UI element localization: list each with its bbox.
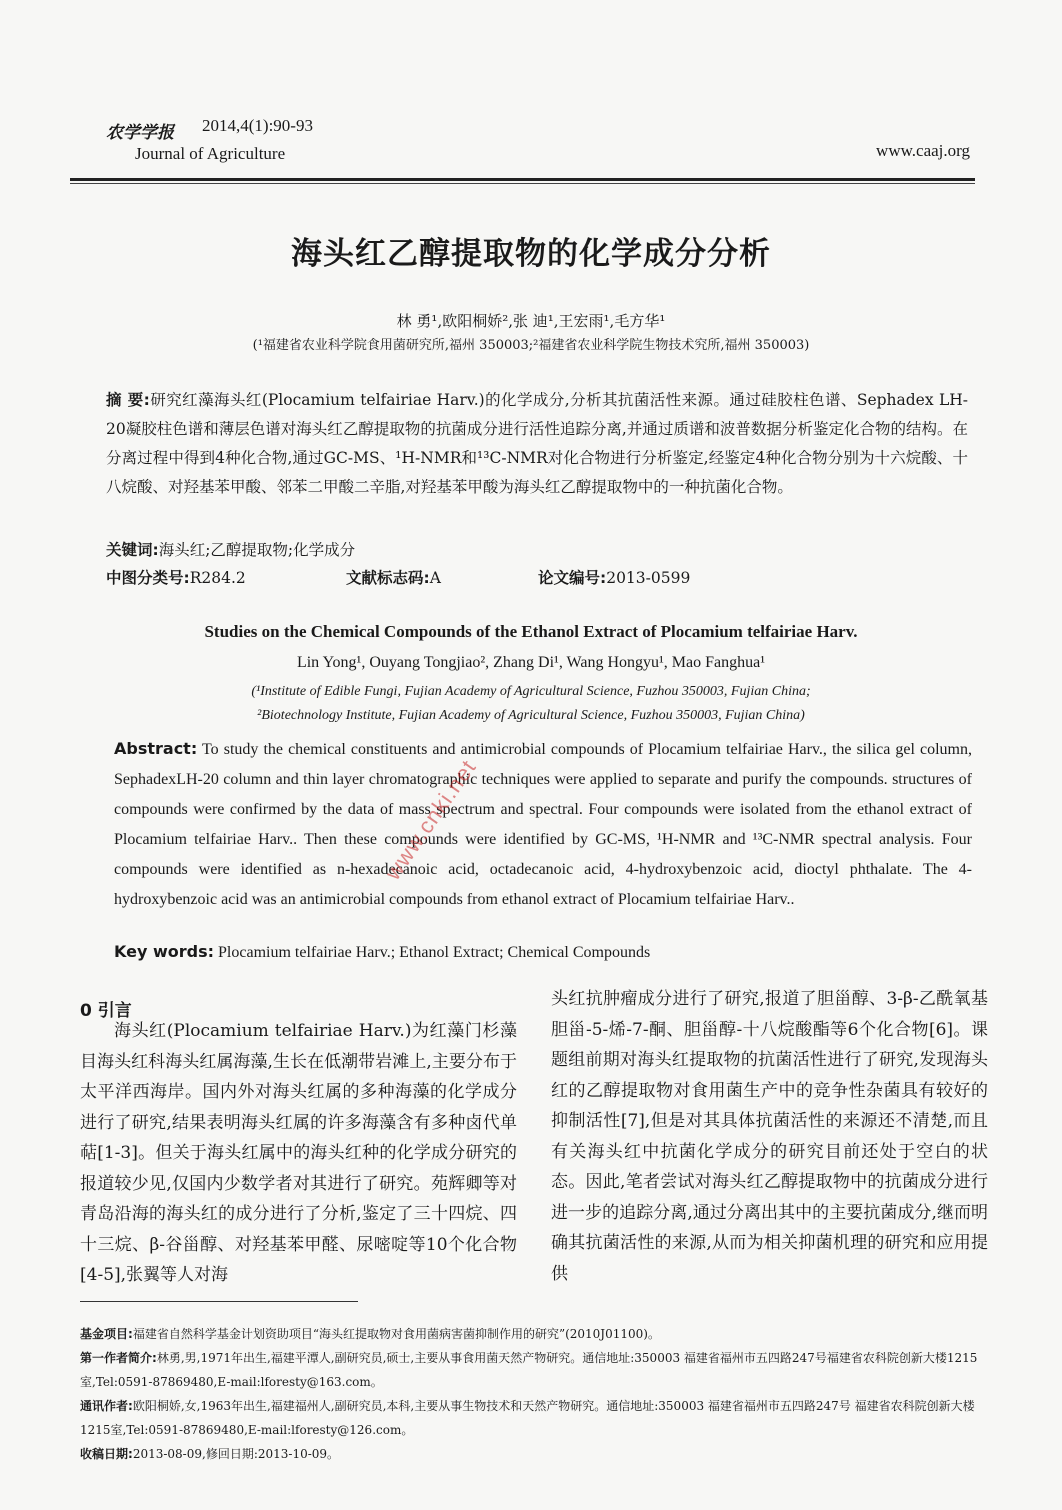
footnote-first-author: 第一作者简介:林勇,男,1971年出生,福建平潭人,副研究员,硕士,主要从事食用菌天然产物研究。通信地址:350003 福建省福州市五四路247号福建省农科院创新大楼1215室,Tel:0591-87869480,E-mail:lforesty@163.com。: [80, 1351, 978, 1389]
authors-en: Lin Yong¹, Ouyang Tongjiao², Zhang Di¹, Wang Hongyu¹, Mao Fanghua¹: [296, 654, 766, 671]
abstract-cn-label: 摘 要:: [106, 391, 150, 409]
affiliation-en-1: (¹Institute of Edible Fungi, Fujian Academy of Agricultural Science, Fuzhou 350003, Fujian China;: [251, 684, 811, 699]
journal-citation: 2014,4(1):90-93: [202, 116, 313, 135]
affiliation-en-2: ²Biotechnology Institute, Fujian Academy of Agricultural Science, Fuzhou 350003, Fujian China): [257, 708, 805, 723]
watermark: www.cnki.net: [380, 754, 482, 885]
footnote-rule: [80, 1301, 358, 1302]
header-rule-thin: [70, 183, 975, 184]
footnote-corresponding-author: 通讯作者:欧阳桐娇,女,1963年出生,福建福州人,副研究员,本科,主要从事生物技术和天然产物研究。通信地址:350003 福建省福州市五四路247号 福建省农科院创新大楼1215室,Tel:0591-87869480,E-mail:lforesty@126.com。: [80, 1399, 975, 1437]
keywords-cn: [106, 538, 355, 560]
keywords-cn-label: 关键词:: [106, 541, 159, 559]
footnotes: [80, 1322, 992, 1466]
paper-number: 论文编号:2013-0599: [538, 569, 691, 587]
journal-url[interactable]: www.caaj.org: [876, 141, 970, 160]
abstract-en: [114, 734, 972, 915]
abstract-cn: [106, 386, 968, 502]
header-rule: [70, 178, 975, 181]
abstract-cn-text: 研究红藻海头红(Plocamium telfairiae Harv.)的化学成分,分析其抗菌活性来源。通过硅胶柱色谱、Sephadex LH-20凝胶柱色谱和薄层色谱对海头红乙醇提取物的抗菌成分进行活性追踪分离,并通过质谱和波普数据分析鉴定化合物的结构。在分离过程中得到4种化合物,通过GC-MS、¹H-NMR和¹³C-NMR对化合物进行分析鉴定,经鉴定4种化合物分别为十六烷酸、十八烷酸、对羟基苯甲酸、邻苯二甲酸二辛脂,对羟基苯甲酸为海头红乙醇提取物中的一种抗菌化合物。: [106, 391, 968, 496]
body-column-right: [551, 984, 988, 1289]
keywords-en-label: Key words:: [114, 942, 215, 961]
affiliation-cn: (¹福建省农业科学院食用菌研究所,福州 350003;²福建省农业科学院生物技术究所,福州 350003): [252, 338, 810, 353]
footnote-fund: 基金项目:福建省自然科学基金计划资助项目“海头红提取物对食用菌病害菌抑制作用的研究”(2010J01100)。: [80, 1327, 660, 1341]
page-title: 海头红乙醇提取物的化学成分分析: [291, 236, 771, 272]
intro-paragraph-1: 海头红(Plocamium telfairiae Harv.)为红藻门杉藻目海头红科海头红属海藻,生长在低潮带岩滩上,主要分布于太平洋西海岸。国内外对海头红属的多种海藻的化学成分进行了研究,结果表明海头红属的许多海藻含有多种卤代单萜[1-3]。但关于海头红属中的海头红种的化学成分研究的报道较少见,仅国内少数学者对其进行了研究。苑辉卿等对青岛沿海的海头红的成分进行了分析,鉴定了三十四烷、四十三烷、β-谷甾醇、对羟基苯甲醛、尿嘧啶等10个化合物[4-5],张翼等人对海: [80, 1021, 517, 1285]
intro-paragraph-continued: 头红抗肿瘤成分进行了研究,报道了胆甾醇、3-β-乙酰氧基胆甾-5-烯-7-酮、胆甾醇-十八烷酸酯等6个化合物[6]。课题组前期对海头红提取物的抗菌活性进行了研究,发现海头红的乙醇提取物对食用菌生产中的竞争性杂菌具有较好的抑制活性[7],但是对其具体抗菌活性的来源还不清楚,而且有关海头红中抗菌化学成分的研究目前还处于空白的状态。因此,笔者尝试对海头红乙醇提取物中的抗菌成分进行进一步的追踪分离,通过分离出其中的主要抗菌成分,继而明确其抗菌活性的来源,从而为相关抑菌机理的研究和应用提供: [551, 989, 988, 1284]
journal-name-cn: 农学学报: [106, 123, 174, 143]
keywords-en: [114, 942, 650, 962]
keywords-en-text: Plocamium telfairiae Harv.; Ethanol Extract; Chemical Compounds: [218, 944, 651, 961]
journal-name-en: Journal of Agriculture: [135, 144, 286, 163]
section-heading-intro: 0 引言: [80, 1001, 132, 1021]
doc-code: 文献标志码:A: [346, 569, 441, 587]
keywords-cn-text: 海头红;乙醇提取物;化学成分: [158, 541, 356, 559]
abstract-en-label: Abstract:: [114, 739, 198, 758]
authors-cn: 林 勇¹,欧阳桐娇²,张 迪¹,王宏雨¹,毛方华¹: [396, 312, 666, 330]
title-en: Studies on the Chemical Compounds of the Ethanol Extract of Plocamium telfairiae Harv.: [204, 622, 858, 641]
abstract-en-text: To study the chemical constituents and antimicrobial compounds of Plocamium telfairiae Harv., the silica gel column, SephadexLH-20 column and thin layer chromatographic techniques were applied to separate and purify the compounds. structures of compounds were confirmed by the data of mass spectrum and spectral. Four compounds were isolated from the ethanol extract of Plocamium telfairiae Harv.. Then these compounds were identified by GC-MS, ¹H-NMR and ¹³C-NMR spectral analysis. Four compounds were identified as n-hexadecanoic acid, octadecanoic acid, 4-hydroxybenzoic acid, dioctyl phthalate. The 4-hydroxybenzoic acid was an antimicrobial compounds from ethanol extract of Plocamium telfairiae Harv..: [114, 741, 972, 908]
footnote-dates: 收稿日期:2013-08-09,修回日期:2013-10-09。: [80, 1447, 340, 1461]
clc-code: 中图分类号:R284.2: [106, 569, 246, 587]
body-column-left: [80, 1014, 517, 1291]
